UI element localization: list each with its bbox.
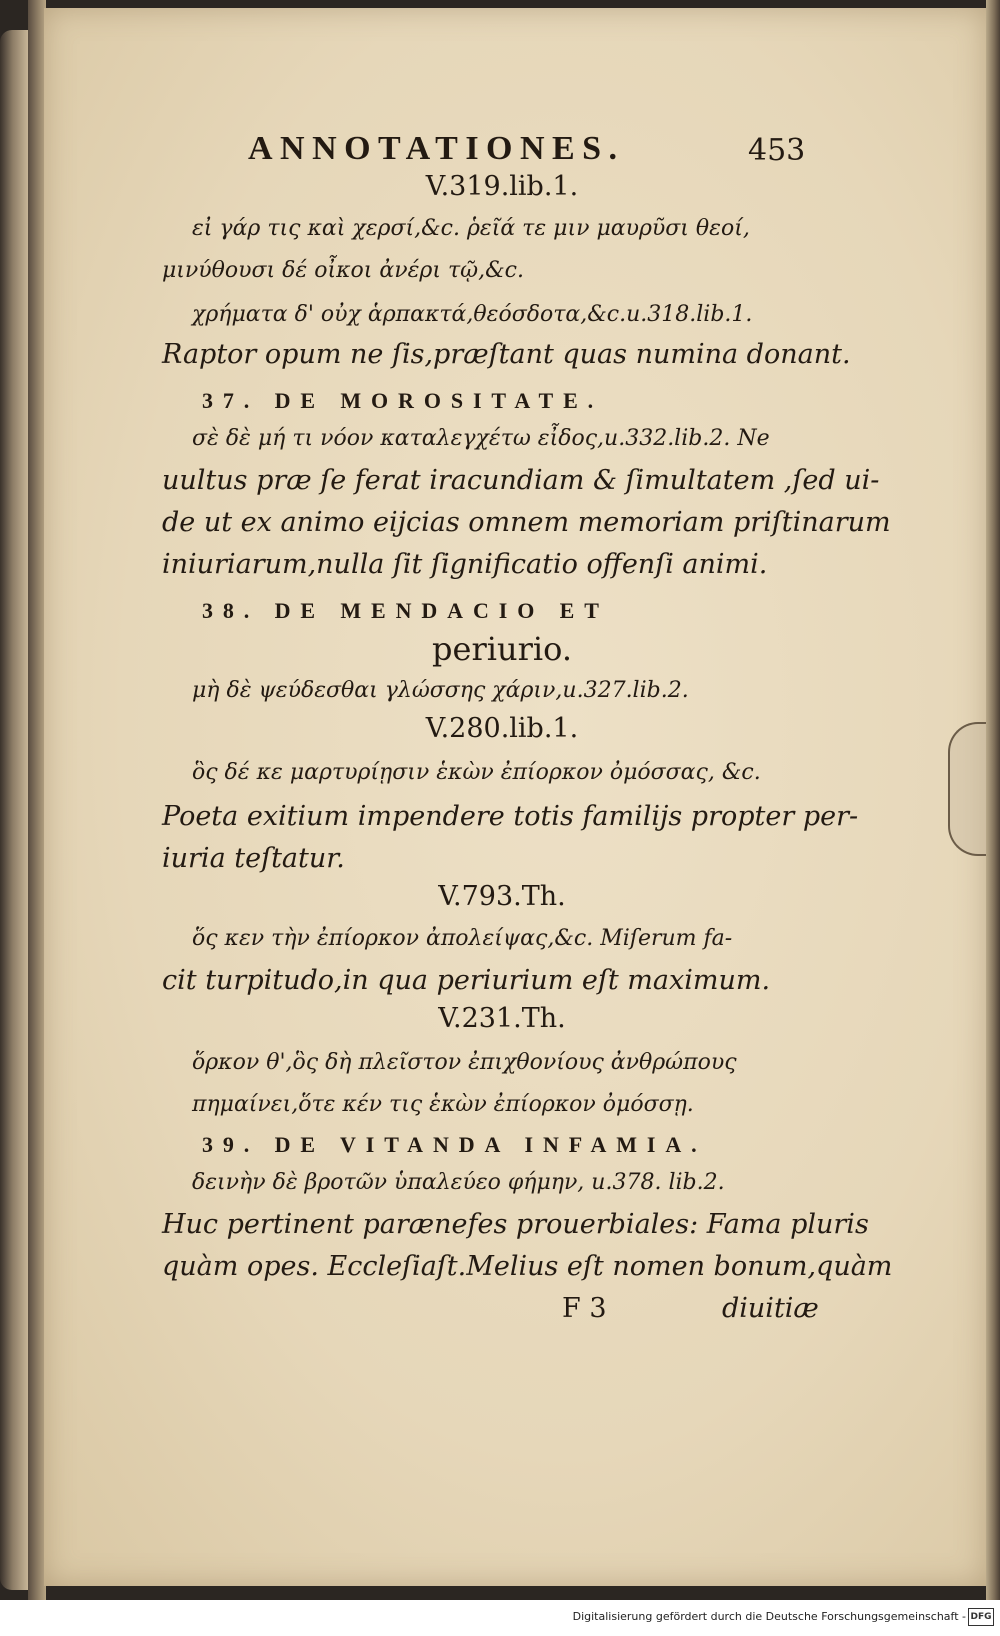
verse-reference: V.231.Th. bbox=[438, 1003, 566, 1034]
latin-line: Raptor opum ne ſis,præſtant quas numina donant. bbox=[162, 339, 851, 370]
greek-line: σὲ δὲ μή τι νόον καταλεγχέτω εἶδος,u.332.lib.2. Ne bbox=[192, 426, 770, 451]
footer-bar bbox=[0, 1600, 1000, 1636]
section-heading: 39. DE VITANDA INFAMIA. bbox=[202, 1132, 707, 1157]
latin-line: iuria teſtatur. bbox=[162, 843, 345, 874]
section-heading-continued: periurio. bbox=[432, 630, 572, 668]
greek-line: μὴ δὲ ψεύδεσθαι γλώσσης χάριν,u.327.lib.2. bbox=[192, 678, 689, 703]
latin-line: de ut ex animo eijcias omnem memoriam priſtinarum bbox=[162, 507, 891, 538]
latin-line: Huc pertinent parænefes prouerbiales: Fama pluris bbox=[162, 1209, 869, 1240]
greek-line: ὅς κεν τὴν ἐπίορκον ἀπολείψας,&c. Miſerum fa- bbox=[192, 926, 733, 951]
latin-line: uultus præ ſe ferat iracundiam & ſimultatem ,ſed ui- bbox=[162, 465, 880, 496]
latin-line: iniuriarum,nulla ſit ſignificatio offenſi animi. bbox=[162, 549, 768, 580]
greek-line: ὅρκον θ',ὃς δὴ πλεῖστον ἐπιχθονίους ἀνθρώπους bbox=[192, 1050, 737, 1075]
section-heading: 38. DE MENDACIO ET bbox=[202, 598, 609, 623]
latin-line: quàm opes. Eccleſiaſt.Melius eſt nomen bonum,quàm bbox=[162, 1251, 893, 1282]
latin-line: cit turpitudo,in qua periurium eſt maximum. bbox=[162, 965, 771, 996]
verse-reference: V.280.lib.1. bbox=[425, 713, 579, 744]
book-page bbox=[44, 8, 986, 1586]
page-number: 453 bbox=[748, 133, 806, 168]
greek-line: πημαίνει,ὅτε κέν τις ἑκὼν ἐπίορκον ὀμόσσῃ. bbox=[192, 1092, 694, 1117]
footer-credit: Digitalisierung gefördert durch die Deutsche Forschungsgemeinschaft - bbox=[572, 1610, 966, 1623]
running-title: ANNOTATIONES. bbox=[248, 130, 625, 167]
greek-line: μινύθουσι δέ οἶκοι ἀνέρι τῷ,&c. bbox=[162, 258, 524, 283]
latin-line: Poeta exitium impendere totis familijs propter per- bbox=[162, 801, 859, 832]
verse-reference: V.319.lib.1. bbox=[425, 171, 579, 202]
section-heading: 37. DE MOROSITATE. bbox=[202, 388, 604, 413]
greek-line: χρήματα δ' οὐχ ἁρπακτά,θεόσδοτα,&c.u.318.lib.1. bbox=[192, 302, 753, 327]
verse-reference: V.793.Th. bbox=[438, 881, 566, 912]
left-page-edge bbox=[0, 30, 28, 1590]
right-page-edge bbox=[986, 0, 1000, 1600]
catchword: diuitiæ bbox=[722, 1293, 819, 1324]
dfg-logo: DFG bbox=[968, 1608, 994, 1626]
greek-line: δεινὴν δὲ βροτῶν ὑπαλεύεο φήμην, u.378. lib.2. bbox=[192, 1170, 725, 1195]
greek-line: ὃς δέ κε μαρτυρίῃσιν ἑκὼν ἐπίορκον ὀμόσσας, &c. bbox=[192, 760, 761, 785]
greek-line: εἰ γάρ τις καὶ χερσί,&c. ῥεῖά τε μιν μαυρῦσι θεοί, bbox=[192, 216, 750, 241]
signature-mark: F 3 bbox=[562, 1293, 607, 1324]
